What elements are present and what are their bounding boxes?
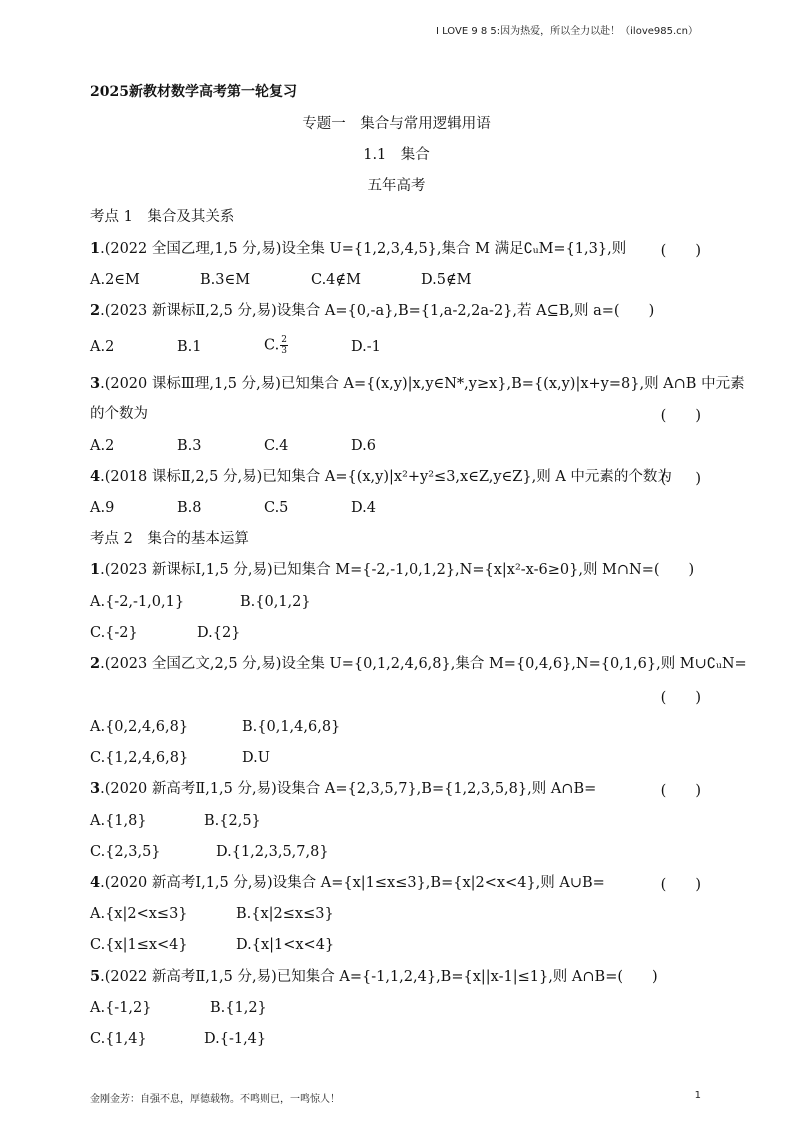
question-p1-q1: 1.(2022 全国乙理,1,5 分,易)设全集 U={1,2,3,4,5},集合 M 满足∁ᵤM={1,3},则 [90,240,627,257]
answer-paren: ( ) [660,243,701,259]
question-p2-q5: 5.(2022 新高考Ⅱ,1,5 分,易)已知集合 A={-1,1,2,4},B={x||x-1|≤1},则 A∩B=( ) [90,968,658,985]
page-number: 1 [694,1090,701,1101]
option-d: D.6 [351,438,376,454]
option-a: A.2 [90,339,115,355]
fraction-two-thirds: $\frac{2}{3}$ [281,335,287,356]
option-d: D.{x|1<x<4} [236,937,335,953]
option-c: C.4 [264,438,289,454]
option-d: D.U [242,750,270,766]
option-b: B.{x|2≤x≤3} [236,906,334,922]
option-c: C. $\frac{2}{3}$ [264,335,287,356]
option-c: C.{-2} [90,625,138,641]
answer-paren: ( ) [660,877,701,893]
option-a: A.{0,2,4,6,8} [90,719,189,735]
question-p1-q3: 3.(2020 课标Ⅲ理,1,5 分,易)已知集合 A={(x,y)|x,y∈N*,y≥x},B={(x,y)|x+y=8},则 A∩B 中元素 [90,375,745,392]
question-p1-q3-cont: 的个数为 [90,406,148,422]
document-title: 2025新教材数学高考第一轮复习 [90,84,297,100]
option-a: A.{-2,-1,0,1} [90,594,185,610]
option-c: C.{1,4} [90,1031,147,1047]
option-d: D.-1 [351,339,381,355]
question-p2-q3: 3.(2020 新高考Ⅱ,1,5 分,易)设集合 A={2,3,5,7},B={1,2,3,5,8},则 A∩B= [90,780,597,797]
subsection-title: 五年高考 [367,178,426,194]
option-c: C.5 [264,500,289,516]
answer-paren: ( ) [660,471,701,487]
option-d: D.{2} [197,625,241,641]
option-d: D.{1,2,3,5,7,8} [216,844,329,860]
option-a: A.{-1,2} [90,1000,152,1016]
page-header: I LOVE 9 8 5:因为热爱，所以全力以赴！（ilove985.cn） [435,26,698,37]
option-a: A.2∈M [90,272,140,288]
option-d: D.5∉M [421,272,472,288]
option-b: B.{0,1,4,6,8} [242,719,341,735]
question-p1-q2: 2.(2023 新课标Ⅱ,2,5 分,易)设集合 A={0,-a},B={1,a-2,2a-2},若 A⊆B,则 a=( ) [90,302,655,319]
question-p2-q4: 4.(2020 新高考Ⅰ,1,5 分,易)设集合 A={x|1≤x≤3},B={x|2<x<4},则 A∪B= [90,874,605,891]
option-a: A.{x|2<x≤3} [90,906,188,922]
question-p2-q2: 2.(2023 全国乙文,2,5 分,易)设全集 U={0,1,2,4,6,8},集合 M={0,4,6},N={0,1,6},则 M∪∁ᵤN= [90,655,747,672]
option-c: C.{x|1≤x<4} [90,937,188,953]
option-c: C.{2,3,5} [90,844,161,860]
option-b: B.{2,5} [204,813,261,829]
section-title: 1.1 集合 [363,147,430,163]
footer-motto: 金刚金芳：自强不息，厚德载物。不鸣则已，一鸣惊人！ [90,1094,340,1105]
question-p1-q4: 4.(2018 课标Ⅱ,2,5 分,易)已知集合 A={(x,y)|x²+y²≤3,x∈Z,y∈Z},则 A 中元素的个数为 [90,468,672,485]
option-d: D.{-1,4} [204,1031,267,1047]
option-a: A.{1,8} [90,813,147,829]
option-b: B.{0,1,2} [240,594,311,610]
option-b: B.3∈M [200,272,251,288]
option-a: A.9 [90,500,115,516]
option-b: B.8 [177,500,202,516]
topic-title: 专题一 集合与常用逻辑用语 [302,116,491,132]
question-p2-q1: 1.(2023 新课标Ⅰ,1,5 分,易)已知集合 M={-2,-1,0,1,2},N={x|x²-x-6≥0},则 M∩N=( ) [90,561,695,578]
part1-title: 考点 1 集合及其关系 [90,209,235,225]
option-d: D.4 [351,500,376,516]
part2-title: 考点 2 集合的基本运算 [90,531,249,547]
option-a: A.2 [90,438,115,454]
option-c: C.4∉M [311,272,361,288]
answer-paren: ( ) [660,408,701,424]
option-b: B.{1,2} [210,1000,267,1016]
answer-paren: ( ) [660,690,701,706]
option-b: B.3 [177,438,202,454]
option-c: C.{1,2,4,6,8} [90,750,189,766]
option-b: B.1 [177,339,202,355]
answer-paren: ( ) [660,783,701,799]
